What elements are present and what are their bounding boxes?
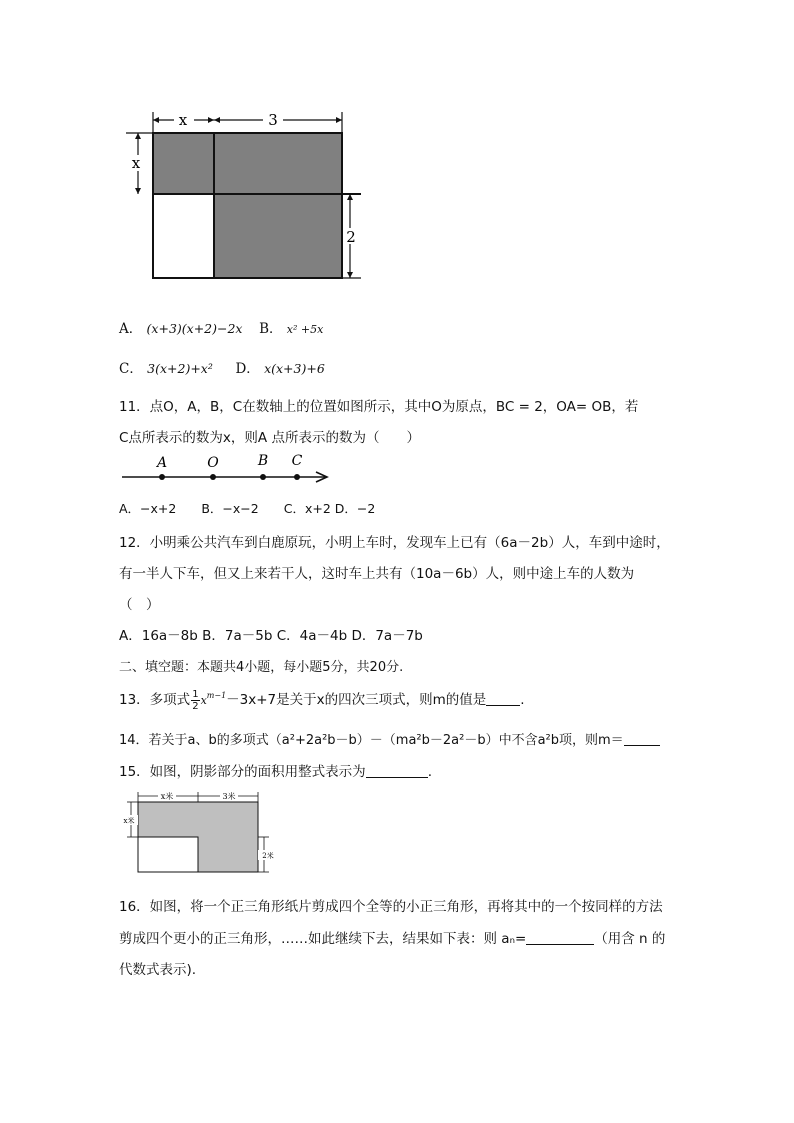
- q12-text-line1: 12．小明乘公共汽车到白鹿原玩，小明上车时，发现车上已有（6a－2b）人，车到中途时，: [119, 535, 670, 551]
- q11-options: A．−x+2 B．−x−2 C．x+2 D．−2: [119, 501, 376, 516]
- q12-text-line3: （ ）: [119, 597, 160, 613]
- q14-answer-blank[interactable]: [624, 733, 660, 746]
- q16-text-line3: 代数式表示).: [119, 962, 197, 978]
- q13-var: x: [200, 694, 207, 707]
- q13-frac-den: 2: [192, 700, 199, 712]
- q13-end: .: [520, 692, 525, 708]
- dim-label-x-top: x: [178, 111, 188, 129]
- fig15-label-x-left: x米: [123, 817, 135, 825]
- q10-option-a-expr: (x+3)(x+2)−2x: [146, 321, 243, 336]
- q10-option-b-label: B．: [259, 321, 283, 337]
- fig15-label-x-top: x米: [160, 792, 174, 801]
- number-line: [118, 450, 338, 488]
- dim-label-2: 2: [346, 228, 356, 246]
- q14-text: [119, 729, 660, 748]
- q16-text-line2: [119, 927, 665, 947]
- axis-label-o: O: [207, 455, 219, 471]
- q15-end: .: [427, 764, 432, 780]
- q16-answer-blank[interactable]: [526, 932, 594, 945]
- q10-option-c-label: C．: [119, 361, 143, 377]
- q16-text-line1: 16．如图，将一个正三角形纸片剪成四个全等的小正三角形，再将其中的一个按同样的方法: [119, 899, 663, 915]
- axis-label-b: B: [257, 453, 269, 469]
- q15-answer-blank[interactable]: [366, 765, 428, 778]
- dim-label-x-left: x: [131, 154, 141, 172]
- shaded-bottom-right-region: [214, 194, 342, 278]
- q15-body: 15．如图，阴影部分的面积用整式表示为: [119, 764, 366, 780]
- q12-options: A．16a－8b B．7a－5b C．4a－4b D．7a－7b: [119, 628, 423, 644]
- figure-q10-rectangle: [118, 108, 368, 283]
- q10-options-row1: [119, 317, 323, 337]
- q10-option-c-expr: 3(x+2)+x²: [147, 361, 213, 376]
- figure-q15-rectangle: [118, 790, 278, 876]
- section-heading-fill-in: 二、填空题：本题共4小题，每小题5分，共20分.: [119, 660, 404, 675]
- axis-label-a: A: [156, 455, 168, 471]
- q10-options-row2: [119, 357, 325, 377]
- q16-line2-suffix: （用含 n 的: [594, 931, 666, 947]
- q13-frac-num: 1: [192, 688, 199, 700]
- q11-text-line2: C点所表示的数为x，则A 点所表示的数为（ ）: [119, 430, 420, 446]
- q10-option-d-expr: x(x+3)+6: [264, 361, 325, 376]
- shaded-top-region: [153, 133, 342, 194]
- fig15-label-3: 3米: [222, 792, 236, 801]
- q12-text-line2: 有一半人下车，但又上来若干人，这时车上共有（10a－6b）人，则中途上车的人数为: [119, 566, 635, 582]
- q10-option-d-label: D．: [235, 361, 260, 377]
- q13-exp: m−1: [206, 691, 227, 700]
- unshaded-region: [138, 837, 198, 872]
- dim-label-3: 3: [268, 111, 278, 129]
- q10-option-b-expr: x² +5x: [286, 323, 324, 336]
- q13-answer-blank[interactable]: [486, 693, 520, 706]
- q14-body: 14．若关于a、b的多项式（a²+2a²b－b）－（ma²b－2a²－b）中不含a²b项，则m＝: [119, 733, 624, 748]
- q15-text: [119, 760, 432, 780]
- q13-text: [119, 688, 525, 718]
- q11-text-line1: 11．点O，A，B，C在数轴上的位置如图所示，其中O为原点，BC = 2，OA= OB，若: [119, 399, 639, 415]
- axis-label-c: C: [291, 453, 303, 469]
- q13-prefix: 13．多项式: [119, 692, 191, 708]
- q16-line2-prefix: 剪成四个更小的正三角形，……如此继续下去，结果如下表：则 aₙ=: [119, 931, 527, 947]
- q13-suffix: －3x+7是关于x的四次三项式，则m的值是: [226, 692, 487, 708]
- q10-option-a-label: A．: [119, 321, 143, 337]
- fig15-label-2: 2米: [262, 852, 274, 860]
